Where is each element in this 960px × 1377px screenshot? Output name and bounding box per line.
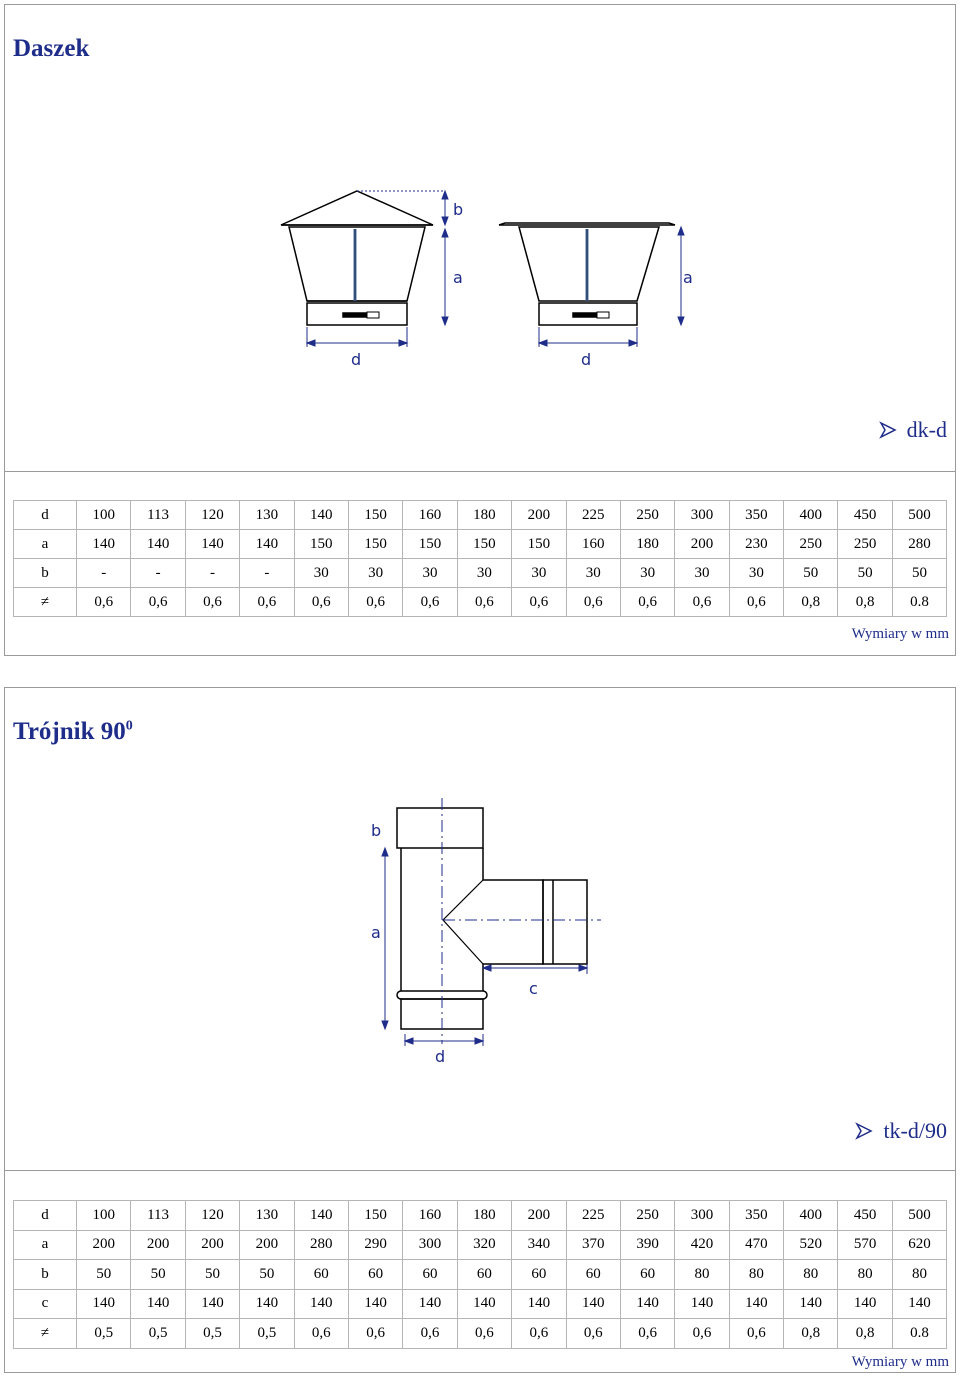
table-cell: 140 <box>566 1289 620 1319</box>
daszek-separator <box>5 471 955 472</box>
table-cell: 140 <box>240 530 294 559</box>
table-cell: 140 <box>131 1289 185 1319</box>
daszek-label-b: b <box>453 200 464 219</box>
table-cell: 200 <box>185 1230 239 1260</box>
table-cell: 290 <box>348 1230 402 1260</box>
table-cell: 140 <box>185 530 239 559</box>
table-cell: 30 <box>729 559 783 588</box>
trojnik-unit-note: Wymiary w mm <box>851 1354 949 1370</box>
trojnik-spec-table <box>13 1200 947 1349</box>
daszek-title: Daszek <box>13 35 90 62</box>
table-row <box>14 588 947 617</box>
table-cell: 0,6 <box>457 588 511 617</box>
trojnik-panel <box>4 687 956 1373</box>
table-cell: 225 <box>566 501 620 530</box>
table-cell: 140 <box>892 1289 946 1319</box>
table-cell: 50 <box>131 1260 185 1290</box>
table-cell: 0,6 <box>512 588 566 617</box>
table-cell: 0.8 <box>892 588 946 617</box>
table-cell: 200 <box>512 501 566 530</box>
table-cell: 140 <box>729 1289 783 1319</box>
table-cell: 30 <box>457 559 511 588</box>
table-cell: 150 <box>403 530 457 559</box>
table-cell: 0,6 <box>185 588 239 617</box>
table-cell: 50 <box>892 559 946 588</box>
trojnik-label-c: c <box>529 979 538 998</box>
table-cell: 0,6 <box>620 1319 674 1349</box>
table-cell: 140 <box>403 1289 457 1319</box>
table-cell: 0,6 <box>348 1319 402 1349</box>
table-cell: 0,6 <box>729 1319 783 1349</box>
table-cell: 50 <box>240 1260 294 1290</box>
table-cell: 180 <box>457 1201 511 1231</box>
daszek-label-d: d <box>351 350 362 369</box>
table-cell: 30 <box>675 559 729 588</box>
table-cell: 280 <box>294 1230 348 1260</box>
table-cell: 200 <box>240 1230 294 1260</box>
table-cell: 140 <box>784 1289 838 1319</box>
table-cell: 450 <box>838 501 892 530</box>
table-row <box>14 1289 947 1319</box>
table-cell: 450 <box>838 1201 892 1231</box>
table-row-label: a <box>14 1230 77 1260</box>
table-row-label: d <box>14 501 77 530</box>
table-cell: 30 <box>294 559 348 588</box>
table-cell: - <box>185 559 239 588</box>
table-cell: 370 <box>566 1230 620 1260</box>
table-cell: 160 <box>403 1201 457 1231</box>
table-cell: 50 <box>185 1260 239 1290</box>
table-cell: 400 <box>784 501 838 530</box>
table-cell: 0.8 <box>892 1319 946 1349</box>
table-cell: 80 <box>675 1260 729 1290</box>
table-cell: 250 <box>620 1201 674 1231</box>
table-cell: 0,6 <box>729 588 783 617</box>
table-cell: 140 <box>77 1289 131 1319</box>
table-row <box>14 1201 947 1231</box>
table-cell: 50 <box>838 559 892 588</box>
table-cell: 570 <box>838 1230 892 1260</box>
table-cell: 0,6 <box>512 1319 566 1349</box>
table-cell: 120 <box>185 1201 239 1231</box>
trojnik-code <box>855 1118 947 1144</box>
table-cell: 60 <box>348 1260 402 1290</box>
table-cell: 300 <box>675 1201 729 1231</box>
cap-flat-drawing <box>499 223 675 325</box>
table-cell: 150 <box>512 530 566 559</box>
table-cell: 150 <box>294 530 348 559</box>
table-cell: 100 <box>77 501 131 530</box>
table-cell: 0,6 <box>403 1319 457 1349</box>
table-cell: 0,8 <box>784 588 838 617</box>
daszek-label-d2: d <box>581 350 592 369</box>
table-cell: 200 <box>77 1230 131 1260</box>
trojnik-title <box>13 718 133 746</box>
table-cell: 520 <box>784 1230 838 1260</box>
daszek-code-text: dk-d <box>906 417 947 442</box>
table-cell: 140 <box>838 1289 892 1319</box>
table-cell: 140 <box>675 1289 729 1319</box>
table-cell: 350 <box>729 501 783 530</box>
cap-with-hood-drawing <box>281 191 433 325</box>
table-cell: 130 <box>240 1201 294 1231</box>
trojnik-separator <box>5 1170 955 1171</box>
table-cell: 180 <box>457 501 511 530</box>
table-row-label: b <box>14 1260 77 1290</box>
table-cell: 60 <box>566 1260 620 1290</box>
table-cell: 0,6 <box>294 588 348 617</box>
table-cell: 113 <box>131 501 185 530</box>
trojnik-code-text: tk-d/90 <box>883 1118 947 1143</box>
arrow-bullet-icon <box>879 421 897 439</box>
table-cell: 60 <box>620 1260 674 1290</box>
table-cell: 30 <box>566 559 620 588</box>
table-cell: 150 <box>348 530 402 559</box>
daszek-panel <box>4 4 956 656</box>
table-cell: 0,6 <box>457 1319 511 1349</box>
table-cell: 0,5 <box>77 1319 131 1349</box>
table-cell: 200 <box>675 530 729 559</box>
table-cell: 200 <box>131 1230 185 1260</box>
table-cell: 620 <box>892 1230 946 1260</box>
table-row <box>14 501 947 530</box>
trojnik-label-d: d <box>435 1047 446 1066</box>
trojnik-label-b: b <box>371 821 382 840</box>
table-row-label: a <box>14 530 77 559</box>
table-cell: 200 <box>512 1201 566 1231</box>
table-cell: 0,6 <box>675 588 729 617</box>
table-cell: 140 <box>294 1201 348 1231</box>
table-cell: 140 <box>294 501 348 530</box>
table-cell: 60 <box>294 1260 348 1290</box>
table-cell: 0,5 <box>240 1319 294 1349</box>
table-cell: 0,6 <box>294 1319 348 1349</box>
table-cell: 140 <box>185 1289 239 1319</box>
table-cell: 80 <box>838 1260 892 1290</box>
table-cell: 470 <box>729 1230 783 1260</box>
table-row-label: ≠ <box>14 588 77 617</box>
table-cell: 130 <box>240 501 294 530</box>
table-cell: 500 <box>892 501 946 530</box>
daszek-spec-table <box>13 500 947 617</box>
trojnik-title-text: Trójnik 90 <box>13 718 126 745</box>
table-cell: 250 <box>838 530 892 559</box>
table-cell: 0,8 <box>784 1319 838 1349</box>
table-cell: 500 <box>892 1201 946 1231</box>
table-cell: 300 <box>675 501 729 530</box>
table-cell: - <box>131 559 185 588</box>
table-row <box>14 1260 947 1290</box>
table-cell: 30 <box>620 559 674 588</box>
table-cell: 140 <box>77 530 131 559</box>
table-cell: 30 <box>512 559 566 588</box>
table-row-label: d <box>14 1201 77 1231</box>
table-row <box>14 530 947 559</box>
arrow-bullet-icon <box>855 1122 873 1140</box>
table-cell: 225 <box>566 1201 620 1231</box>
table-cell: 0,6 <box>620 588 674 617</box>
table-cell: 113 <box>131 1201 185 1231</box>
table-cell: 280 <box>892 530 946 559</box>
daszek-label-a: a <box>453 268 463 287</box>
table-cell: 50 <box>784 559 838 588</box>
table-row <box>14 1319 947 1349</box>
table-cell: 100 <box>77 1201 131 1231</box>
table-cell: 0,5 <box>185 1319 239 1349</box>
tee-drawing <box>397 808 587 1029</box>
table-cell: - <box>240 559 294 588</box>
table-cell: 140 <box>348 1289 402 1319</box>
table-cell: 80 <box>784 1260 838 1290</box>
table-cell: 140 <box>457 1289 511 1319</box>
table-cell: 140 <box>620 1289 674 1319</box>
table-cell: 30 <box>348 559 402 588</box>
table-cell: 30 <box>403 559 457 588</box>
table-cell: - <box>77 559 131 588</box>
table-row-label: c <box>14 1289 77 1319</box>
table-cell: 0,5 <box>131 1319 185 1349</box>
table-cell: 300 <box>403 1230 457 1260</box>
daszek-label-a2: a <box>683 268 693 287</box>
table-cell: 0,6 <box>675 1319 729 1349</box>
table-cell: 350 <box>729 1201 783 1231</box>
table-cell: 340 <box>512 1230 566 1260</box>
table-cell: 400 <box>784 1201 838 1231</box>
table-cell: 230 <box>729 530 783 559</box>
table-cell: 80 <box>892 1260 946 1290</box>
table-cell: 420 <box>675 1230 729 1260</box>
table-cell: 0,6 <box>240 588 294 617</box>
table-cell: 140 <box>512 1289 566 1319</box>
table-cell: 0,6 <box>403 588 457 617</box>
table-cell: 0,6 <box>77 588 131 617</box>
daszek-code <box>879 417 947 443</box>
table-cell: 0,6 <box>348 588 402 617</box>
table-row-label: ≠ <box>14 1319 77 1349</box>
table-cell: 0,6 <box>566 1319 620 1349</box>
table-cell: 250 <box>784 530 838 559</box>
table-cell: 60 <box>457 1260 511 1290</box>
table-row <box>14 1230 947 1260</box>
daszek-drawing <box>5 185 957 385</box>
table-cell: 140 <box>294 1289 348 1319</box>
table-cell: 150 <box>348 1201 402 1231</box>
table-cell: 0,6 <box>131 588 185 617</box>
table-cell: 50 <box>77 1260 131 1290</box>
table-row <box>14 559 947 588</box>
table-cell: 180 <box>620 530 674 559</box>
trojnik-title-degree: 0 <box>125 718 133 734</box>
table-cell: 150 <box>348 501 402 530</box>
table-cell: 80 <box>729 1260 783 1290</box>
table-cell: 0,8 <box>838 588 892 617</box>
table-cell: 60 <box>403 1260 457 1290</box>
table-cell: 160 <box>566 530 620 559</box>
table-cell: 140 <box>131 530 185 559</box>
table-cell: 0,6 <box>566 588 620 617</box>
table-cell: 250 <box>620 501 674 530</box>
table-cell: 60 <box>512 1260 566 1290</box>
table-cell: 160 <box>403 501 457 530</box>
daszek-unit-note: Wymiary w mm <box>851 626 949 642</box>
table-cell: 150 <box>457 530 511 559</box>
table-row-label: b <box>14 559 77 588</box>
trojnik-label-a: a <box>371 923 381 942</box>
table-cell: 390 <box>620 1230 674 1260</box>
trojnik-drawing <box>5 796 957 1086</box>
table-cell: 0,8 <box>838 1319 892 1349</box>
table-cell: 140 <box>240 1289 294 1319</box>
table-cell: 120 <box>185 501 239 530</box>
table-cell: 320 <box>457 1230 511 1260</box>
